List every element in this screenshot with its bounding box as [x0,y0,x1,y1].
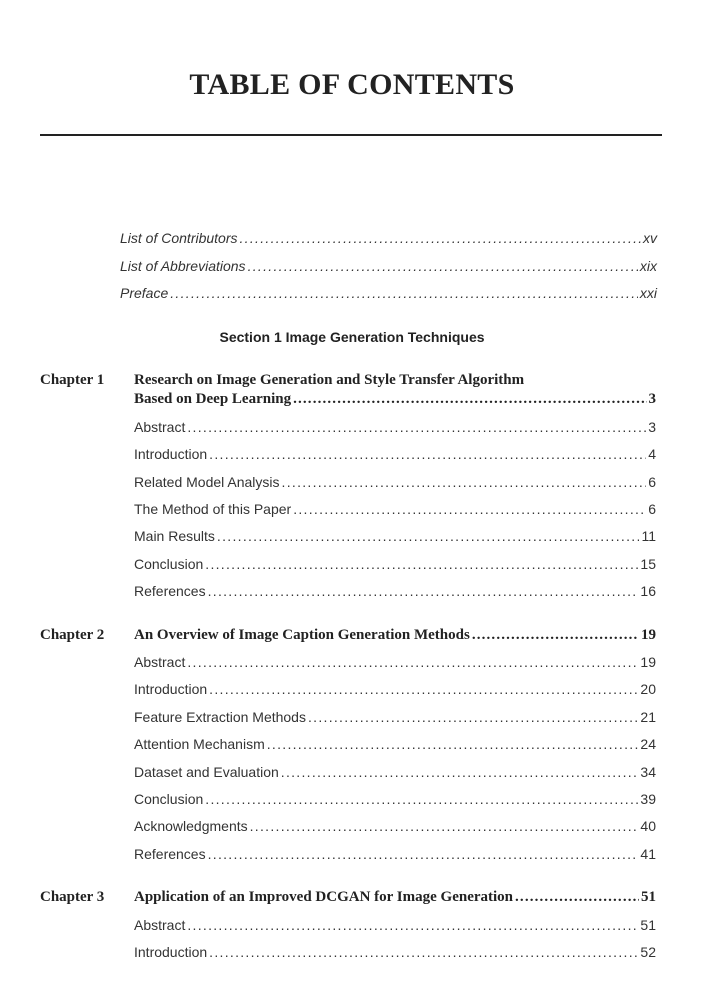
toc-entry-page: 6 [648,501,656,517]
dot-leader [208,583,639,599]
dot-leader [248,258,638,274]
toc-entry-page: 4 [648,446,656,462]
dot-leader [209,446,646,462]
toc-entry[interactable] [134,764,656,780]
toc-entry-label: Related Model Analysis [134,474,280,490]
toc-entry-label: Conclusion [134,791,204,807]
toc-entry[interactable] [134,944,656,960]
dot-leader [209,681,638,697]
dot-leader [170,285,638,301]
toc-entry[interactable] [134,419,656,435]
toc-entry-page: 41 [640,846,656,862]
dot-leader [281,764,639,780]
toc-entry-page: 34 [640,764,656,780]
toc-entry-page: 19 [640,654,656,670]
page-title: TABLE OF CONTENTS [189,68,515,101]
toc-entry-page: 11 [641,528,656,544]
toc-entry[interactable] [134,917,656,933]
dot-leader [293,501,646,517]
toc-entry[interactable] [134,474,656,490]
chapter-page: 3 [648,391,656,407]
dot-leader [187,419,646,435]
toc-entry-page: 15 [640,556,656,572]
toc-entry-page: 39 [640,791,656,807]
toc-entry[interactable] [134,846,656,862]
toc-entry[interactable] [134,583,656,599]
toc-entry-label: Introduction [134,681,208,697]
dot-leader [515,889,639,906]
dot-leader [282,474,647,490]
toc-entry[interactable] [134,736,656,752]
toc-entry-page: xxi [639,285,657,301]
toc-entry[interactable] [134,446,656,462]
chapter-title-text: An Overview of Image Caption Generation Methods [134,627,470,643]
dot-leader [217,528,640,544]
chapter-title-cont: Based on Deep Learning [134,391,292,407]
dot-leader [209,944,638,960]
toc-entry[interactable] [134,528,656,544]
toc-entry-page: 40 [640,818,656,834]
toc-entry-label: Feature Extraction Methods [134,709,306,725]
chapter-page: 19 [641,627,656,643]
dot-leader [208,846,639,862]
title-rule [40,134,662,136]
toc-entry-label: Abstract [134,917,186,933]
toc-entry-label: References [134,583,206,599]
toc-entry-page: 21 [640,709,656,725]
toc-entry[interactable] [134,709,656,725]
toc-entry[interactable] [134,556,656,572]
chapter-title-line[interactable] [134,391,656,408]
toc-entry-label: Dataset and Evaluation [134,764,279,780]
dot-leader [187,654,638,670]
chapter-label: Chapter 3 [40,889,105,905]
toc-entry-page: xix [639,258,657,274]
dot-leader [205,791,638,807]
chapter-title[interactable] [134,627,656,644]
dot-leader [240,230,642,246]
chapter-title[interactable] [134,889,656,906]
toc-entry-contributors[interactable] [120,230,657,246]
dot-leader [187,917,638,933]
chapter-label: Chapter 1 [40,372,105,388]
toc-entry-label: Introduction [134,944,208,960]
dot-leader [293,391,646,408]
section-heading: Section 1 Image Generation Techniques [219,329,485,345]
dot-leader [472,627,639,644]
toc-entry-label: Conclusion [134,556,204,572]
toc-entry-label: Attention Mechanism [134,736,265,752]
toc-entry-label: Main Results [134,528,215,544]
toc-entry-page: 24 [640,736,656,752]
toc-entry-abbreviations[interactable] [120,258,657,274]
chapter-title-text: Application of an Improved DCGAN for Image Generation [134,889,514,905]
toc-entry-page: 52 [640,944,656,960]
toc-entry-label: References [134,846,206,862]
dot-leader [250,818,639,834]
toc-entry-page: 3 [648,419,656,435]
toc-entry-page: 51 [640,917,656,933]
toc-entry-label: Introduction [134,446,208,462]
chapter-title[interactable]: Research on Image Generation and Style Transfer Algorithm [134,372,525,388]
toc-entry-preface[interactable] [120,285,657,301]
toc-entry-label: Abstract [134,654,186,670]
toc-entry-label: Abstract [134,419,186,435]
toc-entry-label: Preface [120,285,169,301]
toc-entry[interactable] [134,818,656,834]
dot-leader [308,709,638,725]
dot-leader [267,736,639,752]
toc-entry[interactable] [134,791,656,807]
toc-entry[interactable] [134,654,656,670]
toc-entry-page: 20 [640,681,656,697]
toc-entry-label: The Method of this Paper [134,501,292,517]
chapter-label: Chapter 2 [40,627,105,643]
toc-entry[interactable] [134,681,656,697]
toc-entry[interactable] [134,501,656,517]
chapter-page: 51 [641,889,656,905]
toc-entry-label: Acknowledgments [134,818,248,834]
toc-entry-page: 16 [640,583,656,599]
dot-leader [205,556,638,572]
toc-entry-label: List of Contributors [120,230,238,246]
toc-entry-label: List of Abbreviations [120,258,246,274]
toc-entry-page: xv [643,230,657,246]
toc-entry-page: 6 [648,474,656,490]
